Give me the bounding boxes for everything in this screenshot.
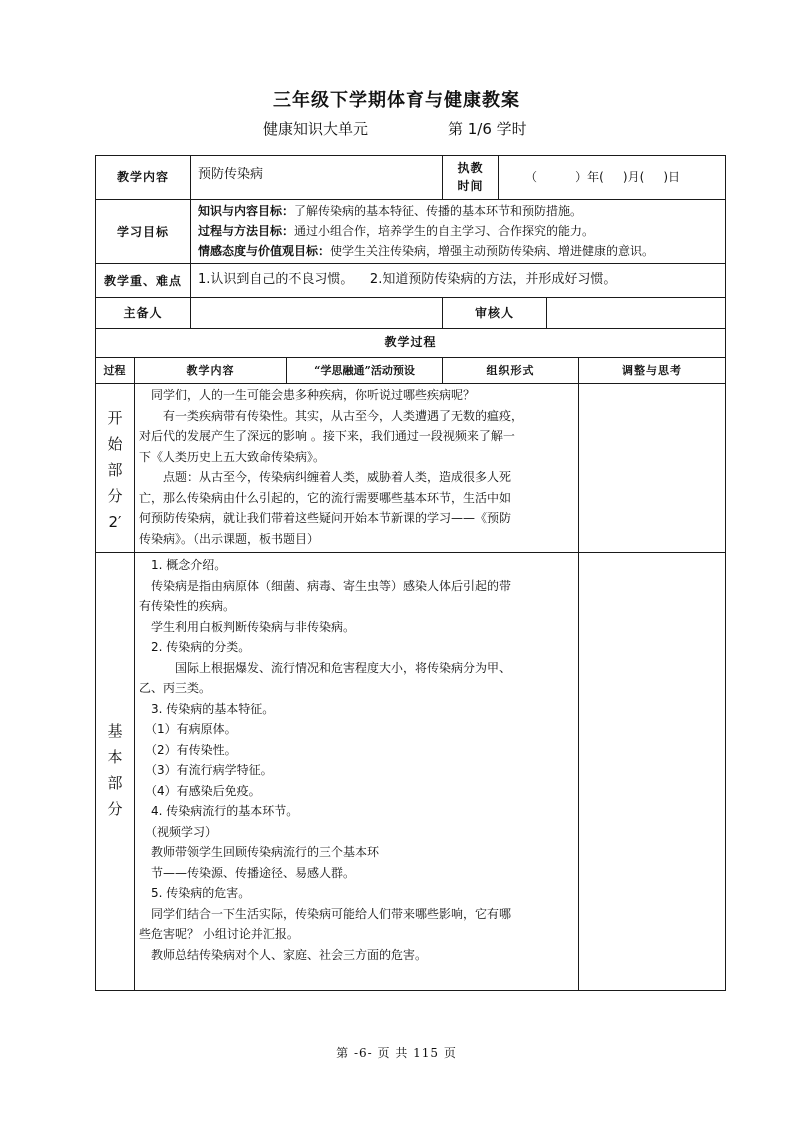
goals-list bbox=[198, 201, 723, 261]
goal-process: 过程与方法目标：通过小组合作，培养学生的自主学习、合作探究的能力。 bbox=[198, 224, 595, 238]
content-value: 预防传染病 bbox=[198, 167, 264, 182]
reviewer-label: 审核人 bbox=[474, 306, 514, 320]
col-header-organization: 组织形式 bbox=[486, 364, 535, 377]
lesson-plan-table bbox=[95, 155, 726, 991]
lesson-plan-title: 三年级下学期体育与健康教案 bbox=[273, 90, 520, 111]
preparer-label: 主备人 bbox=[123, 306, 163, 320]
goals-label: 学习目标 bbox=[116, 225, 169, 239]
col-header-content: 教学内容 bbox=[186, 364, 235, 377]
basic-part-content: 1. 概念介绍。 传染病是指由病原体（细菌、病毒、寄生虫等）感染人体后引起的带 有传染性的疾病。 学生利用白板判断传染病与非传染病。 2. 传染病的分类。 国际上根据爆发、流行情况和危害程度大小，将传染病分为甲、 乙、丙三类。 3. 传染病的基本特征。 （1）有病原体。 （2）有传染性。 （3）有流行病学特征。 （4）有感染后免疫。 4. 传染病流行的基本环节。 （视频学习） 教师带领学生回顾传染病流行的三个基本环 节——传染源、传播途径、易感人群。 5. 传染病的危害。 同学们结合一下生活实际，传染病可能给人们带来哪些影响，它有哪 些危害呢？ 小组讨论并汇报。 教师总结传染病对个人、家庭、社会三方面的危害。 bbox=[139, 558, 512, 962]
key-points-label: 教学重、难点 bbox=[103, 274, 182, 288]
goal-knowledge: 知识与内容目标：了解传染病的基本特征、传播的基本环节和预防措施。 bbox=[198, 204, 583, 218]
start-part-content: 同学们，人的一生可能会患多种疾病，你听说过哪些疾病呢？ 有一类疾病带有传染性。其实，从古至今，人类遭遇了无数的瘟疫， 对后代的发展产生了深远的影响 。接下来，我们通过一段视频来了解一 下《人类历史上五大致命传染病》。 点题：从古至今，传染病纠缠着人类，威胁着人类，造成很多人死 亡，那么传染病由什么引起的，它的流行需要哪些基本环节，生活中如 何预防传染病，就让我们带着这些疑问开始本节新课的学习——《预防 传染病》。（出示课题，板书题目） bbox=[139, 388, 524, 546]
unit-name: 健康知识大单元 bbox=[263, 120, 369, 138]
lesson-number: 第 1/6 学时 bbox=[448, 120, 527, 138]
content-label: 教学内容 bbox=[116, 170, 169, 184]
basic-part-label: 基 本 部 分 bbox=[107, 722, 123, 818]
goal-attitude: 情感态度与价值观目标：使学生关注传染病，增强主动预防传染病、增进健康的意识。 bbox=[198, 244, 655, 258]
key-points-value: 1.认识到自己的不良习惯。 2.知道预防传染病的方法，并形成好习惯。 bbox=[198, 272, 617, 287]
date-label: 执教 时间 bbox=[457, 161, 484, 193]
start-part-label: 开 始 部 分 2′ bbox=[107, 409, 123, 531]
date-value: （ ）年( )月( )日 bbox=[525, 170, 681, 184]
col-header-activity: “学思融通”活动预设 bbox=[314, 364, 415, 377]
col-header-stage: 过程 bbox=[103, 364, 126, 377]
page-number: 第 -6- 页 共 115 页 bbox=[336, 1046, 457, 1060]
col-header-reflection: 调整与思考 bbox=[622, 364, 682, 377]
process-section-title: 教学过程 bbox=[384, 335, 437, 349]
